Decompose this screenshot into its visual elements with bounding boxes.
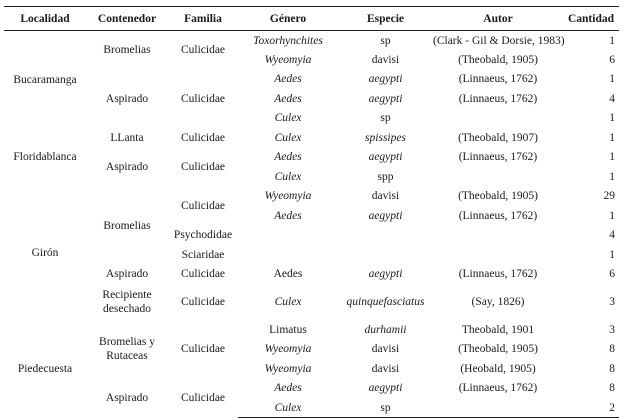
autor-cell: Theobald, 1901 <box>461 323 535 336</box>
genero-cell: Wyeomyia <box>264 53 312 66</box>
cantidad-cell: 3 <box>609 296 615 308</box>
cantidad-cell: 1 <box>609 131 615 144</box>
autor-cell: (Theobald, 1905) <box>458 53 538 66</box>
cantidad-cell: 8 <box>609 382 615 395</box>
especie-cell: aegypti <box>368 151 403 164</box>
col-header-genero: Género <box>238 7 338 31</box>
contenedor-cell: Aspirado <box>105 392 149 404</box>
especie-cell: aegypti <box>368 73 403 86</box>
table-row <box>4 284 619 320</box>
cantidad-cell: 2 <box>563 398 619 418</box>
especie-cell: davisi <box>371 362 400 375</box>
especie-cell: quinquefasciatus <box>346 296 425 308</box>
familia-cell: Culicidae <box>180 131 226 144</box>
autor-cell: (Clark - Gil & Dorsie, 1983) <box>433 34 565 47</box>
familia-cell: Culicidae <box>180 343 226 356</box>
genero-cell: Limatus <box>269 323 307 336</box>
table-row <box>4 128 619 148</box>
genero-cell: Aedes <box>273 268 303 281</box>
autor-cell: (Linnaeus, 1762) <box>458 268 538 281</box>
especie-cell: aegypti <box>368 268 403 281</box>
col-header-cantidad: Cantidad <box>563 7 619 31</box>
genero-cell: Aedes <box>274 382 302 395</box>
especie-cell: aegypti <box>368 92 403 105</box>
especie-cell: aegypti <box>368 209 403 222</box>
genero-cell: Aedes <box>274 92 302 105</box>
autor-cell: (Linnaeus, 1762) <box>458 209 538 222</box>
autor-cell <box>433 245 563 265</box>
localidad-cell: Bucaramanga <box>13 73 77 86</box>
col-header-contenedor: Contenedor <box>86 7 168 31</box>
autor-cell: (Linnaeus, 1762) <box>458 151 538 164</box>
genero-cell: Aedes <box>274 151 302 164</box>
autor-cell: (Linnaeus, 1762) <box>458 73 538 86</box>
familia-cell: Culicidae <box>180 296 226 308</box>
familia-cell: Culicidae <box>180 44 226 57</box>
col-header-autor: Autor <box>433 7 563 31</box>
cantidad-cell: 1 <box>609 209 615 222</box>
genero-cell: Culex <box>274 296 302 308</box>
cantidad-cell: 6 <box>609 268 615 281</box>
cantidad-cell: 3 <box>609 323 615 336</box>
localidad-cell: Floridablanca <box>13 151 77 164</box>
especie-cell: durhamii <box>364 323 407 336</box>
table-row <box>4 187 619 207</box>
genero-cell: Aedes <box>274 209 302 222</box>
table-row <box>4 70 619 90</box>
familia-cell: Culicidae <box>180 161 226 173</box>
contenedor-cell: Aspirado <box>105 268 149 281</box>
cantidad-cell: 1 <box>609 73 615 86</box>
autor-cell: (Theobald, 1905) <box>458 343 538 356</box>
contenedor-cell: Bromelias <box>103 219 151 232</box>
cantidad-cell: 8 <box>609 343 615 356</box>
genero-cell: Culex <box>274 112 302 125</box>
especie-cell: sp <box>338 398 433 418</box>
autor-cell: (Say, 1826) <box>471 296 525 308</box>
especie-cell: sp <box>380 112 391 125</box>
especie-cell: sp <box>380 34 391 47</box>
genero-cell <box>238 226 338 246</box>
autor-cell: (Linnaeus, 1762) <box>458 92 538 105</box>
localidad-cell: Girón <box>31 247 59 260</box>
familia-cell: Culicidae <box>180 200 226 212</box>
autor-cell: (Heobald, 1905) <box>460 362 536 375</box>
genero-cell <box>238 245 338 265</box>
contenedor-cell: Bromelias y Rutaceas <box>99 336 155 363</box>
autor-cell <box>433 109 563 129</box>
autor-cell: (Linnaeus, 1762) <box>458 382 538 395</box>
autor-cell: (Theobald, 1905) <box>458 190 538 203</box>
familia-cell: Culicidae <box>180 392 226 404</box>
especie-cell: spissipes <box>365 131 406 144</box>
species-table <box>4 6 619 418</box>
contenedor-cell: Aspirado <box>105 161 149 173</box>
cantidad-cell: 4 <box>609 229 615 242</box>
genero-cell: Culex <box>274 170 302 183</box>
cantidad-cell: 29 <box>603 190 615 203</box>
cantidad-cell: 1 <box>609 151 615 164</box>
autor-cell <box>433 167 563 187</box>
familia-cell: Culicidae <box>180 92 226 105</box>
genero-cell: Wyeomyia <box>264 343 312 356</box>
autor-cell <box>433 398 563 418</box>
contenedor-cell: Aspirado <box>105 92 149 105</box>
col-header-familia: Familia <box>168 7 238 31</box>
genero-cell: Wyeomyia <box>264 362 312 375</box>
cantidad-cell: 6 <box>609 53 615 66</box>
col-header-localidad: Localidad <box>4 7 86 31</box>
familia-cell: Culicidae <box>180 268 226 281</box>
cantidad-cell: 1 <box>609 34 615 47</box>
cantidad-cell: 1 <box>609 170 615 183</box>
autor-cell: (Theobald, 1907) <box>458 131 538 144</box>
especie-cell: spp <box>377 170 394 183</box>
cantidad-cell: 4 <box>609 92 615 105</box>
autor-cell <box>433 226 563 246</box>
contenedor-cell: LLanta <box>110 131 144 144</box>
especie-cell: davisi <box>371 190 400 203</box>
cantidad-cell: 1 <box>609 112 615 125</box>
header-row <box>4 7 619 31</box>
cantidad-cell: 8 <box>609 362 615 375</box>
genero-cell: Culex <box>238 398 338 418</box>
cantidad-cell: 1 <box>609 248 615 261</box>
genero-cell: Wyeomyia <box>264 190 312 203</box>
table-row <box>4 379 619 399</box>
col-header-especie: Especie <box>338 7 433 31</box>
table-row <box>4 265 619 285</box>
especie-cell <box>338 245 433 265</box>
table-row <box>4 320 619 340</box>
localidad-cell: Piedecuesta <box>17 362 73 375</box>
table-row <box>4 31 619 51</box>
table-row <box>4 148 619 168</box>
especie-cell: davisi <box>371 53 400 66</box>
genero-cell: Aedes <box>274 73 302 86</box>
genero-cell: Culex <box>274 131 302 144</box>
familia-cell: Sciaridae <box>181 248 225 261</box>
especie-cell: aegypti <box>368 382 403 395</box>
contenedor-cell: Recipiente desechado <box>102 289 152 315</box>
especie-cell: davisi <box>371 343 400 356</box>
especie-cell <box>338 226 433 246</box>
genero-cell: Toxorhynchites <box>253 34 323 47</box>
familia-cell: Psychodidae <box>173 229 233 242</box>
contenedor-cell: Bromelias <box>103 44 151 57</box>
